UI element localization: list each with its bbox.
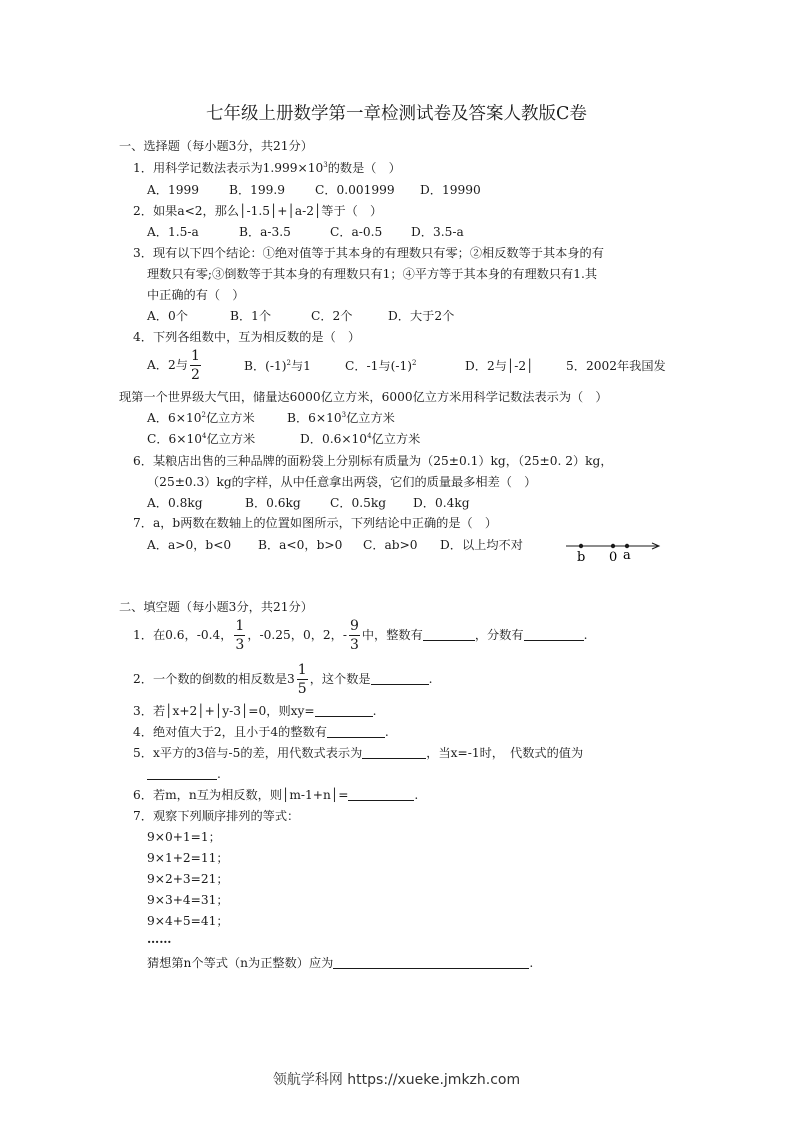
q1-option-d: D．19990	[420, 183, 481, 197]
q3-option-a: A．0个	[147, 309, 188, 323]
equation-4: 9×3+4=31；	[147, 893, 229, 907]
blank-5a[interactable]	[362, 747, 426, 759]
q5-option-a: A．$6\times 10^2$亿立方米	[147, 411, 255, 425]
q5-option-c: C．$6\times 10^4$亿立方米	[147, 432, 256, 446]
fill-5-line-2: .	[147, 768, 221, 780]
q6-line-2: （25±0.3）kg的字样，从中任意拿出两袋，它们的质量最多相差（ ）	[147, 475, 537, 489]
q4-stem: 4．下列各组数中，互为相反数的是（ ）	[133, 330, 361, 344]
equation-2: 9×1+2=11；	[147, 851, 229, 865]
q6-option-c: C．0.5kg	[330, 496, 387, 510]
blank-5b[interactable]	[147, 768, 217, 780]
fill-5-line-1: 5．x平方的3倍与-5的差，用代数式表示为 ，当x=-1时， 代数式的值为	[133, 746, 584, 760]
blank-4[interactable]	[327, 726, 385, 738]
q4-fraction: $\frac{1}{2}$	[190, 348, 200, 383]
blank-2[interactable]	[371, 673, 429, 685]
q2-option-c: C．a-0.5	[330, 225, 383, 239]
label-0: 0	[609, 550, 618, 564]
q7-option-c: C．ab>0	[363, 538, 418, 552]
q6-option-d: D．0.4kg	[413, 496, 470, 510]
q7-stem: 7．a，b两数在数轴上的位置如图所示，下列结论中正确的是（ ）	[133, 516, 498, 530]
q2-stem: 2．如果a<2，那么│-1.5│+│a-2│等于（ ）	[133, 204, 383, 218]
q2-option-d: D．3.5-a	[411, 225, 464, 239]
label-b: b	[577, 550, 586, 564]
q6-option-b: B．0.6kg	[245, 496, 301, 510]
q2-option-b: B．a-3.5	[239, 225, 291, 239]
fill-7-stem: 7．观察下列顺序排列的等式：	[133, 809, 300, 823]
equation-5: 9×4+5=41；	[147, 914, 229, 928]
fill-2: 2．一个数的倒数的相反数是3 $\frac{1}{5}$ ，这个数是 .	[133, 662, 433, 697]
fill-6: 6．若m，n互为相反数，则│m-1+n│= .	[133, 788, 419, 802]
q3-line-2: 理数只有零;③倒数等于其本身的有理数只有1；④平方等于其本身的有理数只有1.其	[147, 267, 598, 281]
blank-7[interactable]	[333, 957, 529, 969]
q7-option-b: B．a<0，b>0	[258, 538, 343, 552]
fill-7-guess: 猜想第n个等式（n为正整数）应为 .	[147, 956, 534, 970]
q5-option-d: D．$0.6\times 10^4$亿立方米	[300, 432, 421, 446]
section-1-heading: 一、选择题（每小题3分，共21分）	[119, 139, 313, 153]
q7-option-a: A．a>0，b<0	[147, 538, 232, 552]
q7-option-d: D．以上均不对	[440, 538, 523, 552]
section-2-heading: 二、填空题（每小题3分，共21分）	[119, 600, 313, 614]
blank-3[interactable]	[315, 705, 373, 717]
number-line-diagram	[560, 536, 670, 564]
q4-option-d: D．2与│-2│	[465, 359, 534, 373]
fill-3: 3．若│x+2│+│y-3│=0，则xy= .	[133, 704, 377, 718]
equation-3: 9×2+3=21；	[147, 872, 229, 886]
equation-1: 9×0+1=1；	[147, 830, 221, 844]
label-a: a	[623, 548, 631, 563]
point-b	[579, 544, 583, 548]
q4-option-c: C．-1与$(-1)^2$	[345, 359, 417, 373]
q2-option-a: A．1.5-a	[147, 225, 199, 239]
q4-option-a: A．2与 $\frac{1}{2}$	[147, 348, 200, 383]
ellipsis: ……	[147, 932, 172, 946]
point-0	[611, 544, 615, 548]
blank-fractions[interactable]	[524, 629, 584, 641]
q1-option-b: B．199.9	[229, 183, 286, 197]
q3-line-1: 3．现有以下四个结论：①绝对值等于其本身的有理数只有零；②相反数等于其本身的有	[133, 246, 604, 260]
q5-option-b: B．$6\times 10^3$亿立方米	[287, 411, 395, 425]
blank-integers[interactable]	[423, 629, 475, 641]
q1-option-a: A．1999	[147, 183, 200, 197]
q6-line-1: 6．某粮店出售的三种品牌的面粉袋上分别标有质量为（25±0.1）kg，（25±0. 2）kg，	[133, 454, 613, 468]
q1-stem: 1．用科学记数法表示为$1.999\times 10^3$的数是（ ）	[133, 161, 401, 175]
q3-option-d: D．大于2个	[388, 309, 455, 323]
q5-line-1: 5．2002年我国发	[566, 359, 666, 373]
q6-option-a: A．0.8kg	[147, 496, 203, 510]
fill-4: 4．绝对值大于2，且小于4的整数有 .	[133, 725, 389, 739]
q3-line-3: 中正确的有（ ）	[147, 288, 245, 302]
q5-line-2: 现第一个世界级大气田，储量达6000亿立方米，6000亿立方米用科学记数法表示为（ ）	[119, 390, 608, 404]
footer-watermark: 领航学科网 https://xueke.jmkzh.com	[272, 1072, 521, 1088]
q4-option-b: B．$(-1)^2$与1	[244, 359, 311, 373]
q1-option-c: C．0.001999	[315, 183, 395, 197]
q3-option-b: B．1个	[230, 309, 272, 323]
page-title: 七年级上册数学第一章检测试卷及答案人教版C卷	[206, 104, 587, 124]
blank-6[interactable]	[348, 789, 414, 801]
q3-option-c: C．2个	[311, 309, 353, 323]
fill-1: 1．在0.6，-0.4， $\frac{1}{3}$ ，-0.25，0，2，- $\frac{9}{3}$ 中，整数有 ，分数有 .	[133, 618, 588, 653]
